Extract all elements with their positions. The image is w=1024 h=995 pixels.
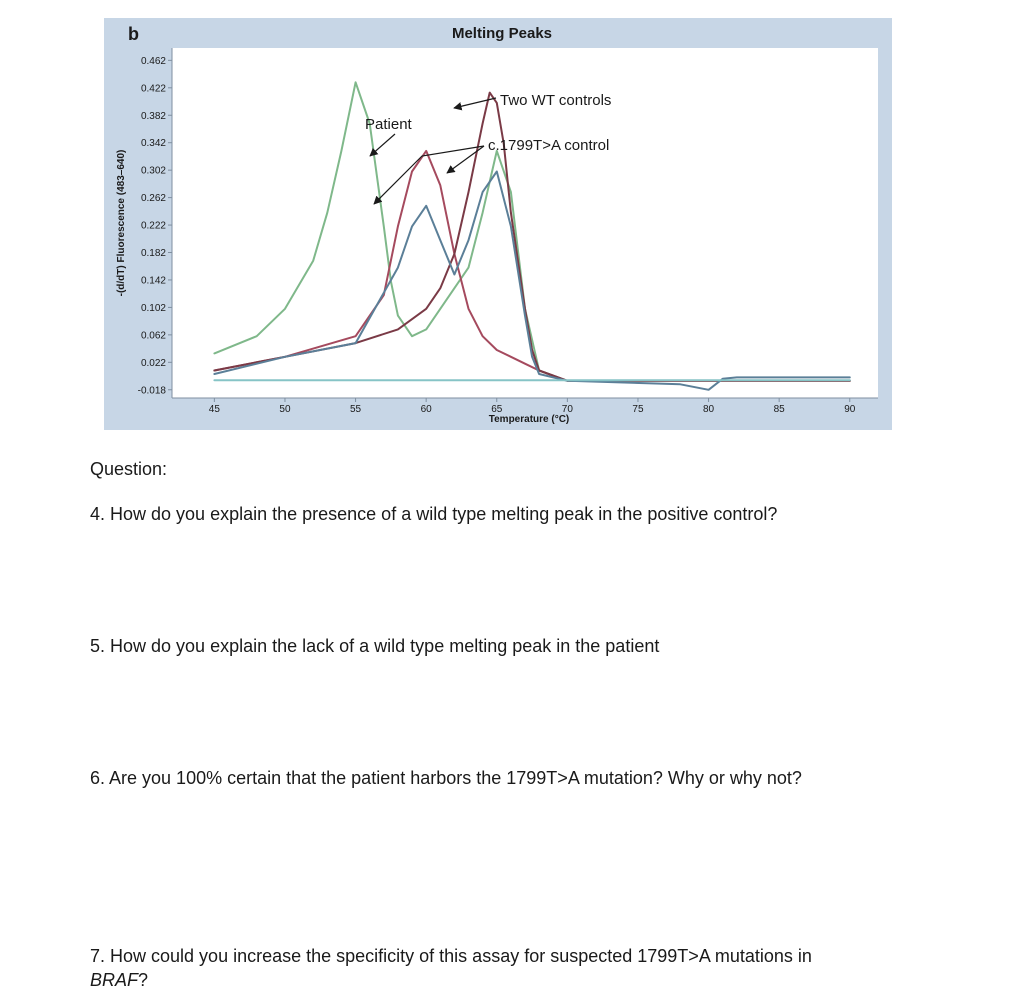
melting-peaks-figure [104, 18, 892, 430]
y-tick-label: 0.342 [140, 138, 166, 150]
x-tick-label: 90 [844, 404, 856, 415]
y-tick-label: 0.062 [140, 330, 166, 342]
y-axis-label: -(d/dT) Fluorescence (483–640) [116, 149, 127, 297]
question-6: 6. Are you 100% certain that the patient harbors the 1799T>A mutation? Why or why not? [90, 768, 802, 788]
question-5: 5. How do you explain the lack of a wild type melting peak in the patient [90, 636, 660, 656]
y-tick-label: 0.382 [140, 110, 166, 122]
y-tick-label: 0.262 [140, 193, 166, 205]
y-tick-label: 0.302 [140, 165, 166, 177]
x-axis-label: Temperature (°C) [488, 414, 570, 425]
y-tick-label: 0.142 [140, 275, 166, 287]
y-tick-label: 0.462 [140, 55, 166, 67]
annotation-two-wt-controls: Two WT controls [500, 92, 612, 109]
x-tick-label: 60 [420, 404, 432, 415]
x-tick-label: 55 [349, 404, 362, 415]
annotation-patient: Patient [365, 116, 412, 133]
y-tick-label: 0.222 [140, 220, 166, 232]
question-7-gene: BRAF [90, 970, 139, 990]
x-tick-label: 80 [702, 404, 715, 415]
x-tick-label: 75 [632, 404, 644, 415]
x-tick-label: 65 [491, 404, 503, 415]
question-7 [90, 944, 812, 992]
panel-label: b [128, 24, 139, 44]
question-4: 4. How do you explain the presence of a wild type melting peak in the positive control? [90, 504, 778, 524]
y-tick-label: 0.022 [140, 357, 166, 369]
y-tick-label: 0.182 [140, 248, 166, 260]
y-tick-label: 0.422 [140, 83, 166, 95]
x-tick-label: 85 [773, 404, 785, 415]
melting-peaks-chart [104, 18, 892, 430]
y-tick-label: -0.018 [137, 385, 166, 397]
x-tick-label: 45 [208, 404, 220, 415]
question-7-text: 7. How could you increase the specificity of this assay for suspected 1799T>A mutations in [90, 946, 812, 966]
y-tick-label: 0.102 [140, 302, 166, 314]
annotation-c1799-control: c.1799T>A control [488, 137, 610, 154]
x-tick-label: 70 [561, 404, 573, 415]
chart-title: Melting Peaks [451, 25, 553, 42]
question-7-end: ? [138, 970, 149, 990]
x-tick-label: 50 [279, 404, 291, 415]
question-heading: Question: [90, 459, 168, 479]
